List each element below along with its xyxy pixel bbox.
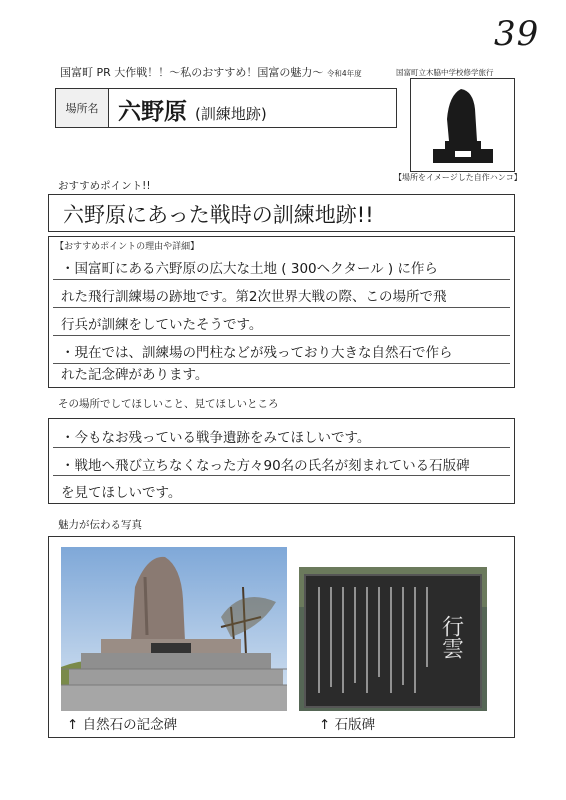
stone-slab-image <box>299 567 487 711</box>
reason-line: 行兵が訓練をしていたそうです。 <box>61 317 263 333</box>
hanko-box <box>410 78 515 172</box>
header-fiscal-year: 令和4年度 <box>326 69 362 78</box>
reason-line: れた記念碑があります。 <box>61 367 209 383</box>
hanko-caption: 【場所をイメージした自作ハンコ】 <box>394 173 522 182</box>
ruled-line <box>53 279 510 308</box>
ruled-line <box>53 474 510 502</box>
reason-line: ・国富町にある六野原の広大な土地 ( 300ヘクタール ) に作ら <box>61 261 438 277</box>
place-name <box>118 93 267 126</box>
ruled-line <box>53 251 510 280</box>
photos-section-label: 魅力が伝わる写真 <box>58 519 142 531</box>
ruled-line <box>53 419 510 448</box>
reason-line: れた飛行訓練場の跡地です。第2次世界大戦の際、この場所で飛 <box>61 289 447 305</box>
place-name-sub: (訓練地跡) <box>195 105 267 123</box>
place-name-main: 六野原 <box>118 99 187 125</box>
see-box <box>48 418 515 504</box>
slab-heading-glyph: 行雲 <box>438 615 464 659</box>
place-name-box <box>55 88 397 128</box>
header-title-row <box>60 64 362 80</box>
reason-line: ・現在では、訓練場の門柱などが残っており大きな自然石で作ら <box>61 345 453 361</box>
recommend-section-label: おすすめポイント!! <box>58 180 151 192</box>
monument-photo <box>61 547 287 711</box>
header-title: 国富町 PR 大作戦！！～私のおすすめ！国富の魅力～ <box>60 66 324 79</box>
monument-stamp-image <box>411 79 514 171</box>
reason-label: 【おすすめポイントの理由や詳細】 <box>55 242 200 252</box>
photos-box <box>48 536 515 738</box>
reason-box <box>48 236 515 388</box>
natural-stone-monument-image <box>61 547 287 711</box>
see-line: ・今もなお残っている戦争遺跡をみてほしいです。 <box>61 430 371 446</box>
see-section-label: その場所でしてほしいこと、見てほしいところ <box>58 398 279 410</box>
place-label: 場所名 <box>56 89 109 127</box>
caption-monument: ↑ 自然石の記念碑 <box>67 717 178 733</box>
ruled-line <box>53 307 510 336</box>
page-number: 39 <box>494 14 540 54</box>
header-school: 国富町立木脇中学校修学旅行 <box>396 68 494 77</box>
recommend-point-text: 六野原にあった戦時の訓練地跡!! <box>63 203 374 227</box>
see-line: ・戦地へ飛び立ちなくなった方々90名の氏名が刻まれている石版碑 <box>61 458 470 474</box>
recommend-point-box <box>48 194 515 232</box>
ruled-line <box>53 357 510 385</box>
ruled-line <box>53 447 510 476</box>
slab-photo <box>299 567 487 711</box>
see-line: を見てほしいです。 <box>61 485 182 501</box>
caption-slab: ↑ 石版碑 <box>319 717 376 733</box>
